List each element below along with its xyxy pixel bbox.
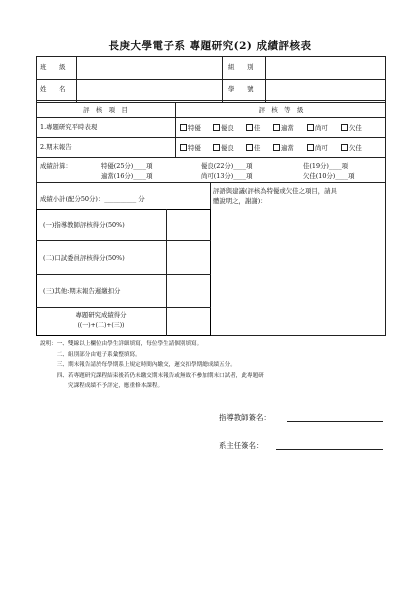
comment-field[interactable]	[212, 208, 384, 334]
checkbox-icon	[307, 124, 314, 131]
checkbox-icon	[246, 124, 253, 131]
advisor-score-field[interactable]	[167, 211, 209, 240]
note-line: 三、期末報告請於每學期系上規定時間內繳交，遲交扣學期總成績五分。	[40, 362, 236, 369]
comment-label: 評語與建議(評核為特優或欠佳之項目，請具	[213, 187, 337, 195]
option-poor[interactable]: 欠佳	[341, 144, 362, 152]
option-good[interactable]: 優良	[213, 144, 234, 152]
class-field[interactable]	[77, 57, 222, 79]
option-excellent[interactable]: 特優	[180, 124, 201, 132]
option-good[interactable]: 優良	[213, 124, 234, 132]
page-title: 長庚大學電子系 專題研究(2) 成績評核表	[108, 40, 312, 52]
calc-item: 尚可(13分)____項	[201, 172, 253, 180]
deduction-label: (三)其他:期末報告遲繳扣分	[43, 287, 121, 295]
checkbox-icon	[273, 144, 280, 151]
checkbox-icon	[341, 124, 348, 131]
advisor-score-label: (一)指導教師評核得分(50%)	[43, 221, 125, 229]
advisor-signature-line[interactable]	[287, 421, 383, 422]
checkbox-icon	[273, 124, 280, 131]
checkbox-icon	[213, 144, 220, 151]
group-field[interactable]	[266, 57, 385, 79]
option-excellent[interactable]: 特優	[180, 144, 201, 152]
option-poor[interactable]: 欠佳	[341, 124, 362, 132]
eval-row-label: 1.專題研究平時表現	[40, 123, 98, 131]
option-fair[interactable]: 尚可	[307, 124, 328, 132]
option-fine[interactable]: 佳	[246, 124, 260, 132]
items-header: 評 核 項 目	[83, 106, 128, 114]
option-adequate[interactable]: 適當	[273, 124, 294, 132]
checkbox-icon	[180, 144, 187, 151]
final-score-label: 專題研究成績得分	[75, 311, 127, 319]
option-adequate[interactable]: 適當	[273, 144, 294, 152]
checkbox-icon	[341, 144, 348, 151]
calc-item: 適當(16分)____項	[101, 172, 153, 180]
note-line: 究課程成績不予評定，應重修本課程。	[40, 383, 164, 390]
student-id-label: 學 號	[228, 85, 254, 93]
comment-label: 體說明之，謝謝)：	[213, 197, 267, 205]
subtotal-label: 成績小計(配分50分)：__________ 分	[40, 195, 145, 203]
name-field[interactable]	[77, 80, 222, 100]
calc-item: 欠佳(10分)____項	[303, 172, 355, 180]
chair-signature-label: 系主任簽名：	[219, 441, 264, 450]
grade-header: 評 核 等 級	[258, 106, 304, 114]
final-score-field[interactable]	[167, 308, 209, 334]
notes	[40, 339, 390, 392]
checkbox-icon	[246, 144, 253, 151]
calc-item: 優良(22分)____項	[201, 162, 253, 170]
note-line: 四、若專題研究課程結束後若仍未繳交期末報告或無故不參加期末口試者，此專題研	[40, 372, 264, 379]
advisor-signature-label: 指導教師簽名：	[219, 413, 271, 422]
committee-score-label: (二)口試委員評核得分(50%)	[43, 254, 125, 262]
deduction-field[interactable]	[167, 275, 209, 307]
class-label: 班 級	[40, 63, 66, 71]
note-line: 二、組別部分由電子系彙整填寫。	[40, 351, 141, 358]
group-label: 組 別	[228, 63, 254, 71]
eval-row-label: 2.期末報告	[40, 143, 72, 151]
option-fair[interactable]: 尚可	[307, 144, 328, 152]
calc-label: 成績計算：	[40, 162, 72, 170]
committee-score-field[interactable]	[167, 241, 209, 274]
calc-item: 佳(19分)____項	[303, 162, 349, 170]
chair-signature-line[interactable]	[276, 449, 383, 450]
final-score-formula: ((一)+(二)+(三))	[77, 322, 125, 329]
checkbox-icon	[180, 124, 187, 131]
checkbox-icon	[307, 144, 314, 151]
student-id-field[interactable]	[266, 80, 385, 100]
calc-item: 特優(25分)____項	[101, 162, 153, 170]
note-line: 說明：一、雙線以上欄位由學生詳細填寫，每位學生請個別填寫。	[40, 341, 203, 347]
checkbox-icon	[213, 124, 220, 131]
option-fine[interactable]: 佳	[246, 144, 260, 152]
name-label: 姓 名	[40, 85, 66, 93]
